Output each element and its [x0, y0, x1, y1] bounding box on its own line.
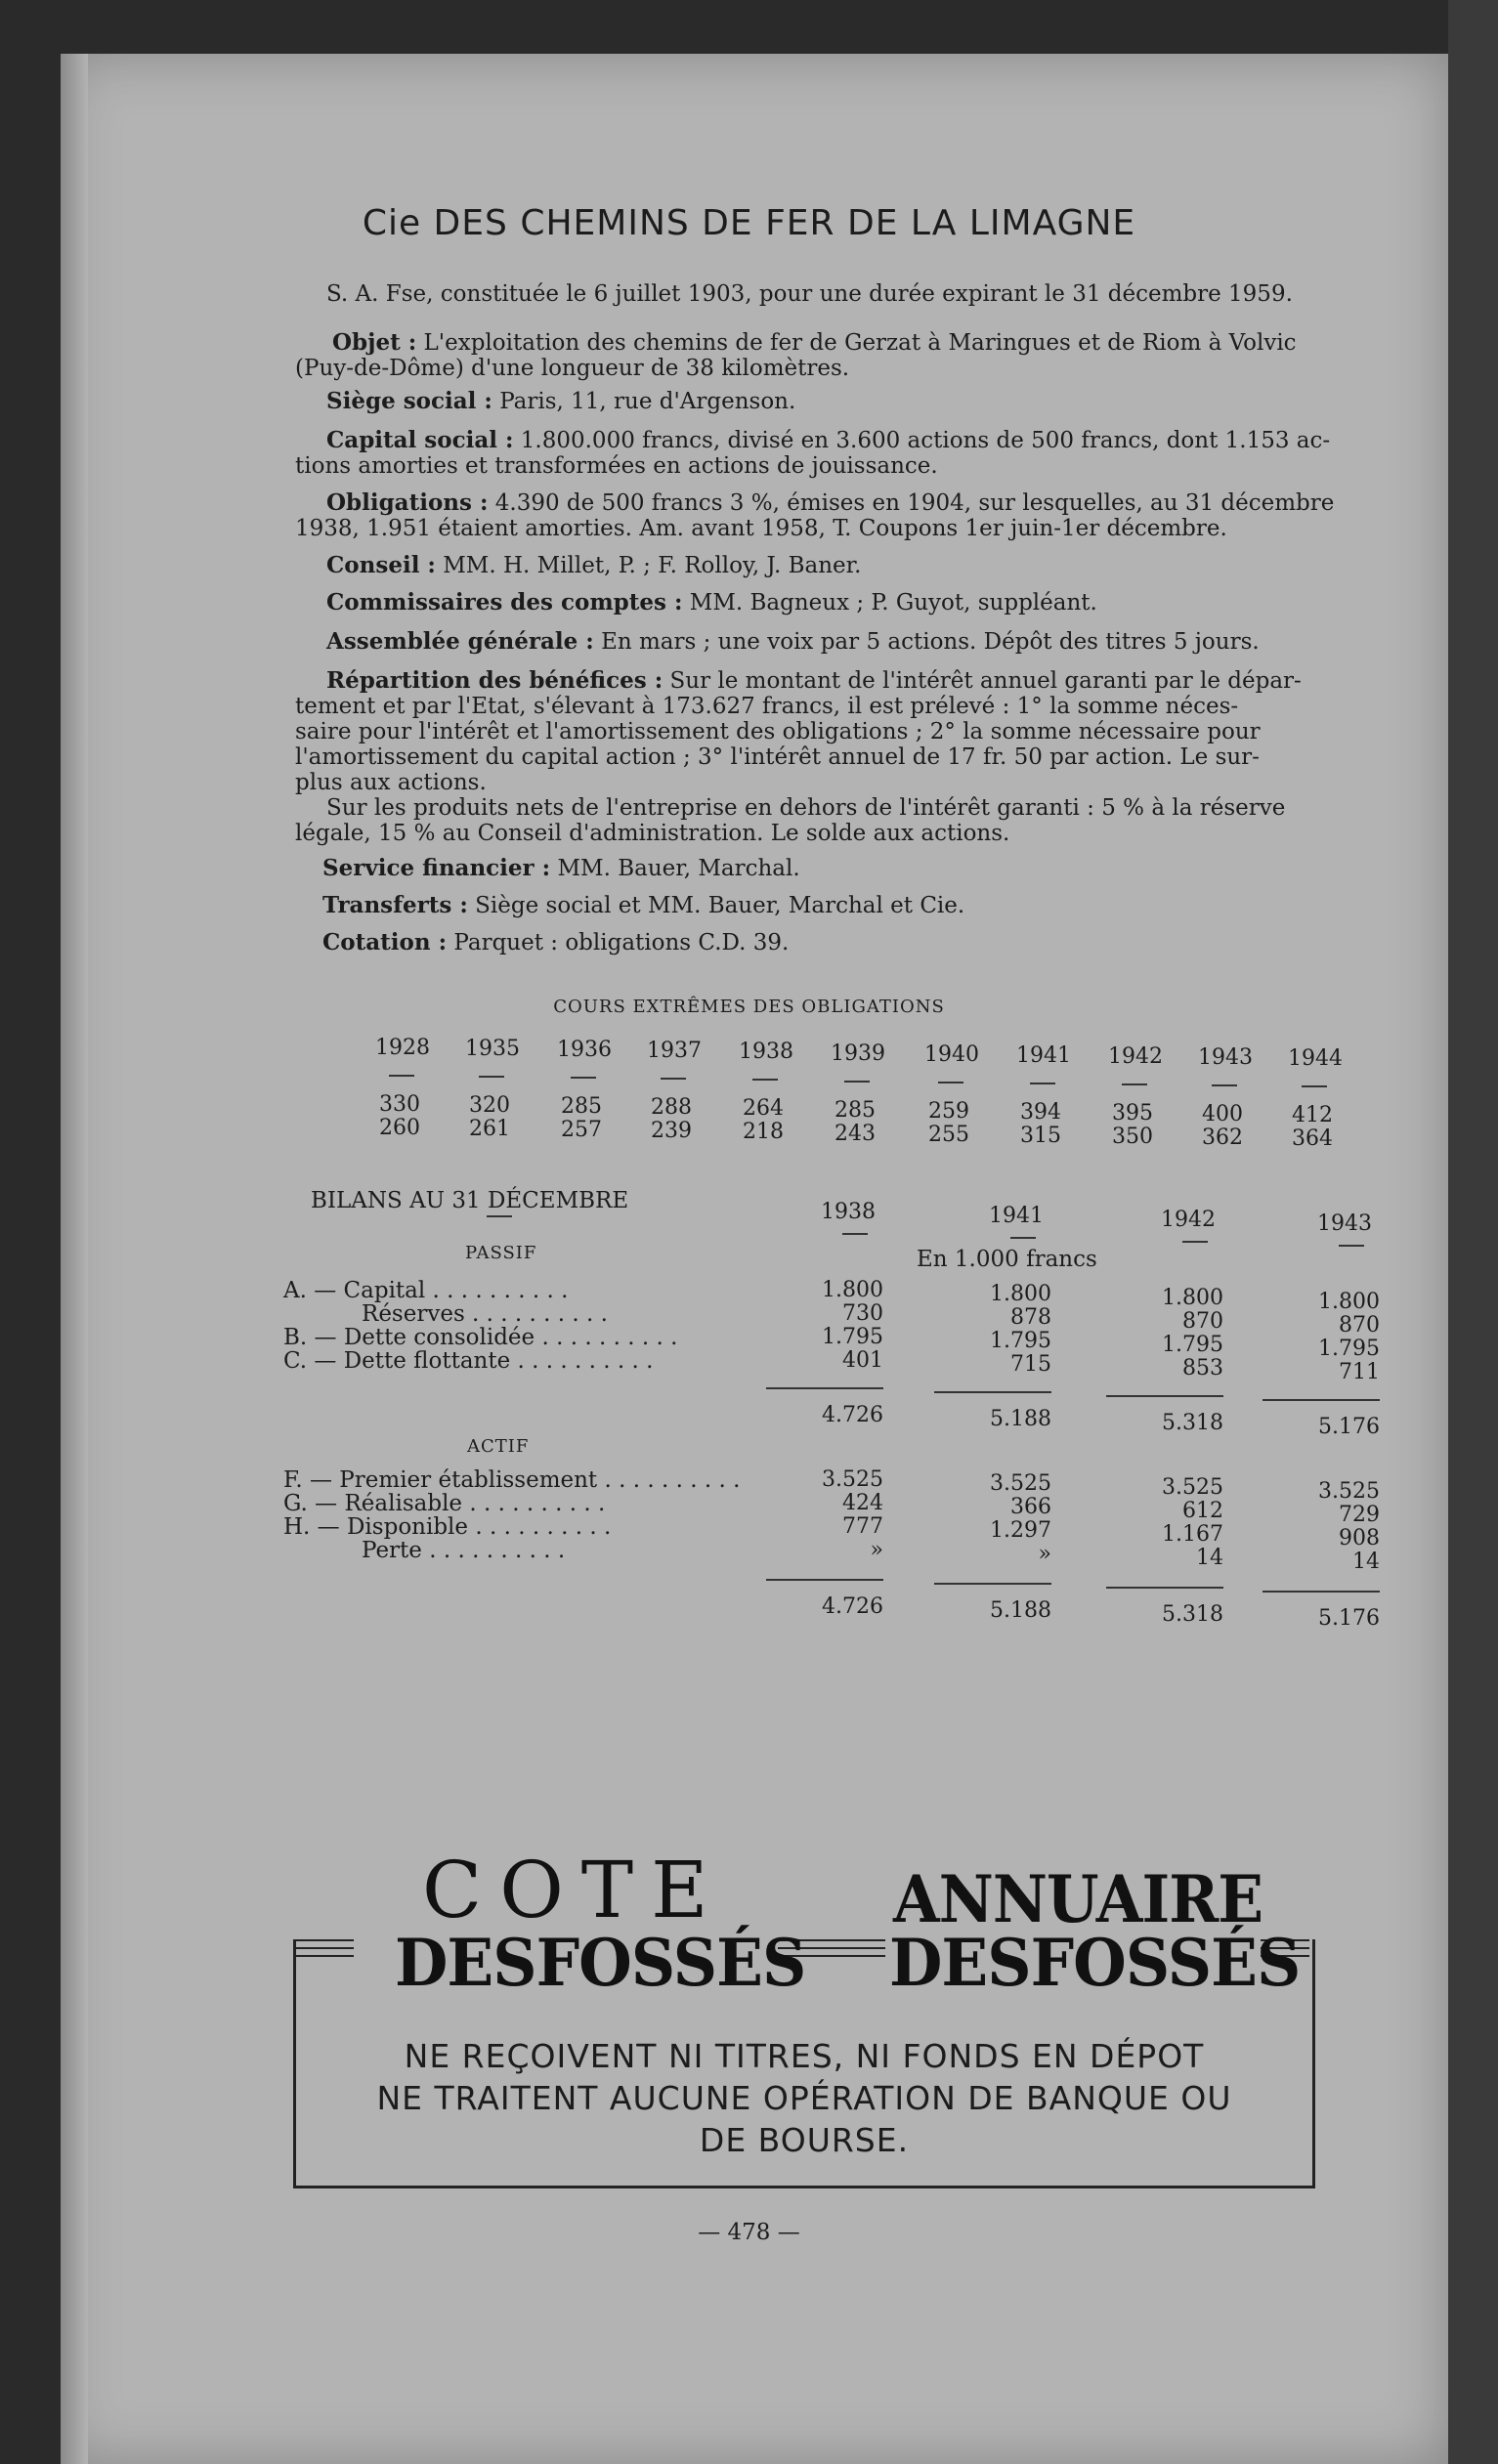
repartition-line-7: légale, 15 % au Conseil d'administration. Le solde aux actions. [295, 821, 1010, 846]
cours-year: 1937 [647, 1039, 702, 1064]
objet-line-2: (Puy-de-Dôme) d'une longueur de 38 kilomètres. [295, 356, 850, 381]
passif-value: 870 [1339, 1313, 1380, 1338]
cotation-line: Cotation : Parquet : obligations C.D. 39. [322, 929, 790, 956]
leader-dots: . . . . . . . . . . [597, 1467, 741, 1493]
cours-low-value: 257 [561, 1118, 602, 1143]
actif-value: 3.525 [1318, 1479, 1380, 1504]
actif-value: 14 [1352, 1550, 1380, 1574]
cours-year: 1942 [1108, 1043, 1163, 1069]
book-edge [1448, 0, 1498, 2464]
passif-total-rule [1263, 1399, 1380, 1401]
commissaires-line: Commissaires des comptes : MM. Bagneux ; P. Guyot, suppléant. [326, 589, 1097, 616]
conseil-line: Conseil : MM. H. Millet, P. ; F. Rolloy, J. Baner. [326, 552, 862, 578]
obligations-line-1: Obligations : 4.390 de 500 francs 3 %, émises en 1904, sur lesquelles, au 31 décembre [326, 489, 1335, 516]
bilans-year-dash [1010, 1237, 1036, 1239]
actif-value: » [870, 1538, 883, 1562]
passif-row-label: B. — Dette consolidée . . . . . . . . . . [283, 1325, 678, 1350]
repartition-line-4: l'amortissement du capital action ; 3° l'intérêt annuel de 17 fr. 50 par action. Le sur- [295, 744, 1260, 770]
leader-dots: . . . . . . . . . . [462, 1491, 606, 1516]
passif-value: 401 [842, 1348, 883, 1373]
bilans-year: 1941 [989, 1204, 1044, 1228]
cours-low-value: 364 [1292, 1126, 1333, 1151]
bilans-year-dash [842, 1233, 868, 1235]
capital-line-2: tions amorties et transformées en actions de jouissance. [295, 453, 938, 479]
repartition-line-1: Répartition des bénéfices : Sur le montant de l'intérêt annuel garanti par le dépar- [326, 667, 1302, 694]
cours-low-value: 315 [1020, 1123, 1061, 1148]
assemblee-line: Assemblée générale : En mars ; une voix par 5 actions. Dépôt des titres 5 jours. [326, 628, 1260, 655]
cours-title: COURS EXTRÊMES DES OBLIGATIONS [553, 997, 945, 1017]
cours-low-value: 260 [379, 1116, 420, 1140]
ad-line-2: NE TRAITENT AUCUNE OPÉRATION DE BANQUE OU [376, 2079, 1232, 2117]
passif-value: 1.795 [1162, 1333, 1223, 1357]
actif-total-rule [766, 1579, 883, 1581]
passif-value: 1.800 [990, 1282, 1051, 1306]
cours-year-dash [571, 1077, 596, 1079]
actif-total-value: 5.188 [990, 1598, 1051, 1623]
unit-label: En 1.000 francs [917, 1247, 1097, 1272]
leader-dots: . . . . . . . . . . [421, 1538, 566, 1563]
actif-row-label: H. — Disponible . . . . . . . . . . [283, 1514, 612, 1540]
actif-value: 3.525 [822, 1467, 883, 1492]
leader-dots: . . . . . . . . . . [425, 1278, 569, 1303]
passif-total-rule [934, 1391, 1051, 1393]
actif-value: 1.297 [990, 1518, 1051, 1543]
actif-value: » [1038, 1542, 1051, 1566]
ad-desfosses-left: DESFOSSÉS [395, 1925, 806, 2001]
repartition-line-6: Sur les produits nets de l'entreprise en dehors de l'intérêt garanti : 5 % à la réserve [326, 795, 1286, 821]
passif-value: 878 [1010, 1305, 1051, 1330]
actif-total-value: 5.176 [1318, 1606, 1380, 1631]
cours-year-dash [479, 1076, 504, 1078]
repartition-line-2: tement et par l'Etat, s'élevant à 173.627 francs, il est prélevé : 1° la somme néces- [295, 694, 1239, 719]
objet-line-1: Objet : L'exploitation des chemins de fer de Gerzat à Maringues et de Riom à Volvic [332, 329, 1297, 356]
cours-high-value: 285 [561, 1094, 602, 1120]
actif-total-rule [1106, 1587, 1223, 1589]
actif-row-label: G. — Réalisable . . . . . . . . . . [283, 1491, 606, 1516]
cours-high-value: 330 [379, 1092, 420, 1117]
passif-value: 1.795 [822, 1325, 883, 1349]
bilans-year: 1943 [1317, 1211, 1372, 1236]
objet-label: Objet : [332, 329, 417, 356]
actif-value: 366 [1010, 1495, 1051, 1519]
leader-dots: . . . . . . . . . . [535, 1325, 678, 1350]
leader-dots: . . . . . . . . . . [468, 1514, 612, 1540]
passif-value: 1.800 [1162, 1286, 1223, 1310]
cours-high-value: 400 [1202, 1101, 1243, 1126]
repartition-line-5: plus aux actions. [295, 770, 487, 795]
actif-value: 14 [1196, 1546, 1223, 1570]
passif-total-value: 5.318 [1162, 1411, 1223, 1435]
page-number: — 478 — [698, 2220, 800, 2245]
cours-high-value: 412 [1292, 1103, 1333, 1127]
service-line: Service financier : MM. Bauer, Marchal. [322, 855, 800, 881]
actif-title: ACTIF [467, 1436, 530, 1457]
cours-year-dash [389, 1075, 414, 1077]
cours-year: 1941 [1016, 1042, 1071, 1068]
obligations-line-2: 1938, 1.951 étaient amorties. Am. avant 1958, T. Coupons 1er juin-1er décembre. [295, 516, 1227, 541]
cours-year: 1939 [831, 1041, 885, 1066]
cours-year-dash [844, 1081, 870, 1083]
cours-year-dash [1212, 1084, 1237, 1086]
passif-value: 853 [1182, 1356, 1223, 1381]
cours-year: 1936 [557, 1038, 612, 1063]
actif-value: 1.167 [1162, 1522, 1223, 1547]
actif-value: 729 [1339, 1503, 1380, 1527]
cours-high-value: 320 [469, 1093, 510, 1119]
cours-high-value: 395 [1112, 1100, 1153, 1126]
actif-value: 424 [842, 1491, 883, 1515]
cours-year: 1940 [924, 1041, 979, 1067]
passif-value: 711 [1339, 1360, 1380, 1384]
cours-low-value: 218 [743, 1120, 784, 1145]
cours-low-value: 261 [469, 1117, 510, 1142]
passif-total-value: 4.726 [822, 1403, 883, 1427]
ad-cote: COTE [422, 1845, 726, 1935]
cours-high-value: 285 [835, 1097, 876, 1123]
actif-value: 3.525 [1162, 1475, 1223, 1500]
passif-total-rule [766, 1387, 883, 1389]
bilans-title: BILANS AU 31 DÉCEMBRE [311, 1188, 629, 1213]
cours-high-value: 288 [651, 1095, 692, 1121]
cours-year-dash [661, 1078, 686, 1080]
bilans-year-dash [1339, 1245, 1364, 1247]
passif-value: 1.795 [1318, 1337, 1380, 1361]
actif-value: 777 [842, 1514, 883, 1539]
leader-dots: . . . . . . . . . . [510, 1348, 654, 1374]
cours-year: 1944 [1288, 1046, 1343, 1071]
cours-high-value: 394 [1020, 1099, 1061, 1125]
cours-low-value: 239 [651, 1119, 692, 1144]
actif-value: 908 [1339, 1526, 1380, 1551]
cours-low-value: 350 [1112, 1124, 1153, 1149]
actif-row-label: F. — Premier établissement . . . . . . . . . . [283, 1467, 741, 1493]
leader-dots: . . . . . . . . . . [464, 1301, 608, 1327]
cours-high-value: 264 [743, 1096, 784, 1122]
cours-year-dash [1030, 1083, 1055, 1084]
cours-low-value: 243 [835, 1121, 876, 1146]
cours-year-dash [1122, 1083, 1147, 1085]
cours-high-value: 259 [928, 1098, 969, 1124]
cours-low-value: 362 [1202, 1125, 1243, 1150]
repartition-line-3: saire pour l'intérêt et l'amortissement des obligations ; 2° la somme nécessaire pour [295, 719, 1261, 744]
cours-year: 1928 [375, 1036, 430, 1060]
passif-value: 730 [842, 1301, 883, 1326]
passif-total-value: 5.188 [990, 1407, 1051, 1431]
passif-total-rule [1106, 1395, 1223, 1397]
page-spine-shadow [61, 54, 88, 2464]
actif-row-label: Perte . . . . . . . . . . [362, 1538, 566, 1563]
actif-total-value: 5.318 [1162, 1602, 1223, 1627]
actif-value: 612 [1182, 1499, 1223, 1523]
actif-total-rule [1263, 1591, 1380, 1593]
actif-value: 3.525 [990, 1471, 1051, 1496]
passif-value: 1.800 [1318, 1290, 1380, 1314]
cours-year: 1935 [465, 1037, 520, 1062]
bilans-year: 1942 [1161, 1208, 1216, 1232]
bilans-year-dash [1182, 1241, 1208, 1243]
siege-line: Siège social : Paris, 11, rue d'Argenson. [326, 388, 796, 414]
company-title: Cie DES CHEMINS DE FER DE LA LIMAGNE [362, 203, 1136, 243]
ad-desfosses-right: DESFOSSÉS [889, 1925, 1301, 2001]
bilans-title-dash [487, 1215, 512, 1217]
passif-row-label: A. — Capital . . . . . . . . . . [283, 1278, 569, 1303]
intro-line: S. A. Fse, constituée le 6 juillet 1903, pour une durée expirant le 31 décembre 1959. [326, 281, 1293, 307]
passif-value: 715 [1010, 1352, 1051, 1377]
cours-year-dash [938, 1082, 963, 1083]
passif-value: 1.795 [990, 1329, 1051, 1353]
ad-annuaire: ANNUAIRE [893, 1861, 1263, 1937]
ad-line-1: NE REÇOIVENT NI TITRES, NI FONDS EN DÉPOT [404, 2037, 1205, 2075]
passif-total-value: 5.176 [1318, 1415, 1380, 1439]
passif-row-label: C. — Dette flottante . . . . . . . . . . [283, 1348, 654, 1374]
actif-total-rule [934, 1583, 1051, 1585]
actif-total-value: 4.726 [822, 1594, 883, 1619]
capital-line-1: Capital social : 1.800.000 francs, divisé en 3.600 actions de 500 francs, dont 1.153 ac- [326, 427, 1331, 453]
transferts-line: Transferts : Siège social et MM. Bauer, Marchal et Cie. [322, 892, 965, 918]
cours-low-value: 255 [928, 1122, 969, 1147]
cours-year-dash [752, 1079, 778, 1081]
cours-year-dash [1302, 1085, 1327, 1087]
ad-line-3: DE BOURSE. [699, 2121, 910, 2159]
passif-value: 1.800 [822, 1278, 883, 1302]
cours-year: 1943 [1198, 1044, 1253, 1070]
passif-title: PASSIF [465, 1243, 537, 1263]
passif-row-label: Réserves . . . . . . . . . . [362, 1301, 608, 1327]
bilans-year: 1938 [821, 1200, 876, 1224]
passif-value: 870 [1182, 1309, 1223, 1334]
cours-year: 1938 [739, 1040, 793, 1065]
